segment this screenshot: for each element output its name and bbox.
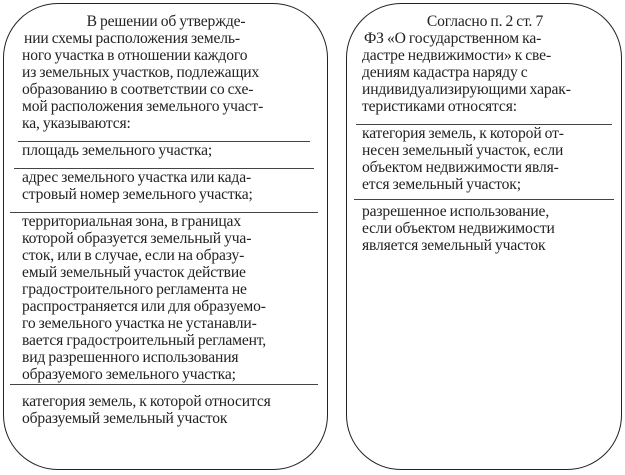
left-separator-3 bbox=[10, 212, 318, 213]
left-item-line: категория земель, к которой относится bbox=[22, 393, 271, 410]
left-item-area bbox=[22, 142, 310, 159]
left-item-category bbox=[22, 393, 310, 427]
right-item-line: объектом недвижимости явля- bbox=[362, 159, 559, 176]
right-intro-line: дастре недвижимости» к све- bbox=[362, 47, 551, 64]
left-item-line: образуемого земельного участка; bbox=[22, 366, 236, 383]
left-separator-2 bbox=[14, 168, 314, 169]
left-intro-line: ного участка в отношении каждого bbox=[22, 47, 248, 64]
right-intro-line: индивидуализирующими харак- bbox=[362, 81, 571, 98]
right-item-line: ется земельный участок; bbox=[362, 176, 521, 193]
right-intro-line: теристиками относятся: bbox=[362, 98, 517, 115]
left-separator-4 bbox=[10, 384, 318, 385]
right-item-line: несен земельный участок, если bbox=[362, 142, 564, 159]
right-intro-line: Согласно п. 2 ст. 7 bbox=[426, 13, 544, 30]
right-separator-1 bbox=[356, 124, 612, 125]
right-item-permitted-use bbox=[362, 203, 608, 254]
left-item-line: стровый номер земельного участка; bbox=[22, 186, 253, 203]
left-separator-1 bbox=[18, 141, 310, 142]
left-intro-line: нии схемы расположения земель- bbox=[24, 30, 240, 47]
right-item-line: категория земель, к которой от- bbox=[362, 125, 564, 142]
right-intro-line: дениям кадастра наряду с bbox=[362, 64, 528, 81]
left-item-line: градостроительного регламента не bbox=[22, 281, 247, 298]
right-item-line: является земельный участок bbox=[362, 237, 546, 254]
left-item-line: образуемый земельный участок bbox=[22, 410, 228, 427]
left-item-line: вид разрешенного использования bbox=[22, 349, 239, 366]
left-item-line: вается градостроительный регламент, bbox=[22, 332, 267, 349]
left-intro-line: мой расположения земельного участ- bbox=[22, 98, 264, 115]
right-item-line: разрешенное использование, bbox=[362, 203, 550, 220]
left-item-zone bbox=[22, 213, 310, 383]
left-item-line: адрес земельного участка или када- bbox=[22, 169, 252, 186]
right-item-category bbox=[362, 125, 608, 193]
left-item-line: емый земельный участок действие bbox=[22, 264, 246, 281]
left-item-line: которой образуется земельный уча- bbox=[22, 230, 252, 247]
right-intro bbox=[362, 13, 608, 115]
left-intro-line: образованию в соответствии со схе- bbox=[22, 81, 254, 98]
left-item-address bbox=[22, 169, 310, 203]
left-intro bbox=[22, 13, 310, 132]
left-item-line: площадь земельного участка; bbox=[22, 142, 213, 159]
left-item-line: территориальная зона, в границах bbox=[22, 213, 241, 230]
right-separator-2 bbox=[354, 199, 614, 200]
right-item-line: если объектом недвижимости bbox=[362, 220, 555, 237]
left-intro-line: ка, указываются: bbox=[22, 115, 131, 132]
left-intro-line: В решении об утвержде- bbox=[86, 13, 246, 30]
right-content bbox=[362, 13, 608, 254]
left-item-line: распространяется или для образуемо- bbox=[22, 298, 266, 315]
left-item-line: сток, или в случае, если на образу- bbox=[22, 247, 245, 264]
left-item-line: го земельного участка не устанавли- bbox=[22, 315, 257, 332]
right-intro-line: ФЗ «О государственном ка- bbox=[364, 30, 542, 47]
left-content bbox=[22, 13, 310, 427]
left-intro-line: из земельных участков, подлежащих bbox=[22, 64, 260, 81]
